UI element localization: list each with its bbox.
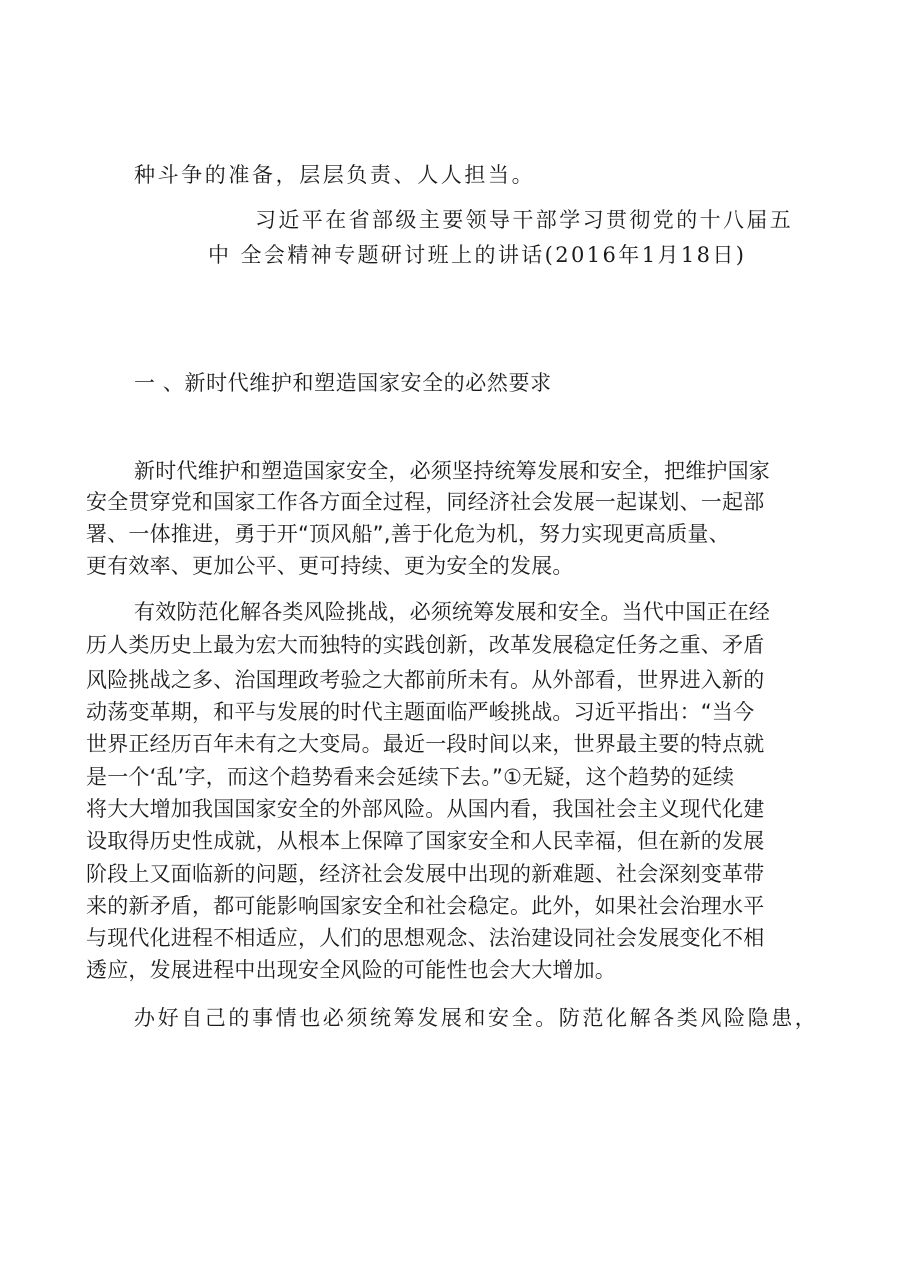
paragraph-1-line: 署、一体推进，勇于开“顶风船”,善于化危为机，努力实现更高质量、	[86, 522, 730, 546]
paragraph-3-line: 办好自己的事情也必须统筹发展和安全。防范化解各类风险隐患，	[134, 1006, 819, 1030]
paragraph-2-line: 动荡变革期，和平与发展的时代主题面临严峻挑战。习近平指出：“当今	[86, 700, 755, 724]
paragraph-2-line: 历人类历史上最为宏大而独特的实践创新，改革发展稳定任务之重、矛盾	[86, 633, 765, 657]
paragraph-2-line: 与现代化进程不相适应，人们的思想观念、法治建设同社会发展变化不相	[86, 926, 765, 950]
paragraph-2-line: 阶段上又面临新的问题，经济社会发展中出现的新难题、社会深刻变革带	[86, 862, 765, 886]
citation-line-1: 习近平在省部级主要领导干部学习贯彻党的十八届五	[255, 208, 794, 232]
paragraph-1-line: 新时代维护和塑造国家安全，必须坚持统筹发展和安全，把维护国家	[134, 459, 770, 483]
paragraph-2-line: 透应，发展进程中出现安全风险的可能性也会大大增加。	[86, 958, 616, 982]
paragraph-2-line: 风险挑战之多、治国理政考验之大都前所未有。从外部看，世界进入新的	[86, 668, 765, 692]
citation-line-2: 中 全会精神专题研讨班上的讲话(2016年1月18日)	[208, 243, 747, 267]
section-heading: 一 、新时代维护和塑造国家安全的必然要求	[134, 371, 552, 395]
paragraph-2-line: 设取得历史性成就，从根本上保障了国家安全和人民幸福，但在新的发展	[86, 829, 765, 853]
paragraph-1-line: 安全贯穿党和国家工作各方面全过程，同经济社会发展一起谋划、一起部	[86, 490, 765, 514]
continuation-line: 种斗争的准备，层层负责、人人担当。	[134, 163, 536, 187]
paragraph-1-line: 更有效率、更加公平、更可持续、更为安全的发展。	[86, 554, 574, 578]
paragraph-2-line: 世界正经历百年未有之大变局。最近一段时间以来，世界最主要的特点就	[86, 732, 765, 756]
paragraph-2-line: 将大大增加我国国家安全的外部风险。从国内看，我国社会主义现代化建	[86, 797, 765, 821]
paragraph-2-line: 来的新矛盾，都可能影响国家安全和社会稳定。此外，如果社会治理水平	[86, 894, 765, 918]
paragraph-2-line: 有效防范化解各类风险挑战，必须统筹发展和安全。当代中国正在经	[134, 600, 770, 624]
paragraph-2-line: 是一个‘乱’字，而这个趋势看来会延续下去。”①无疑，这个趋势的延续	[86, 765, 735, 789]
